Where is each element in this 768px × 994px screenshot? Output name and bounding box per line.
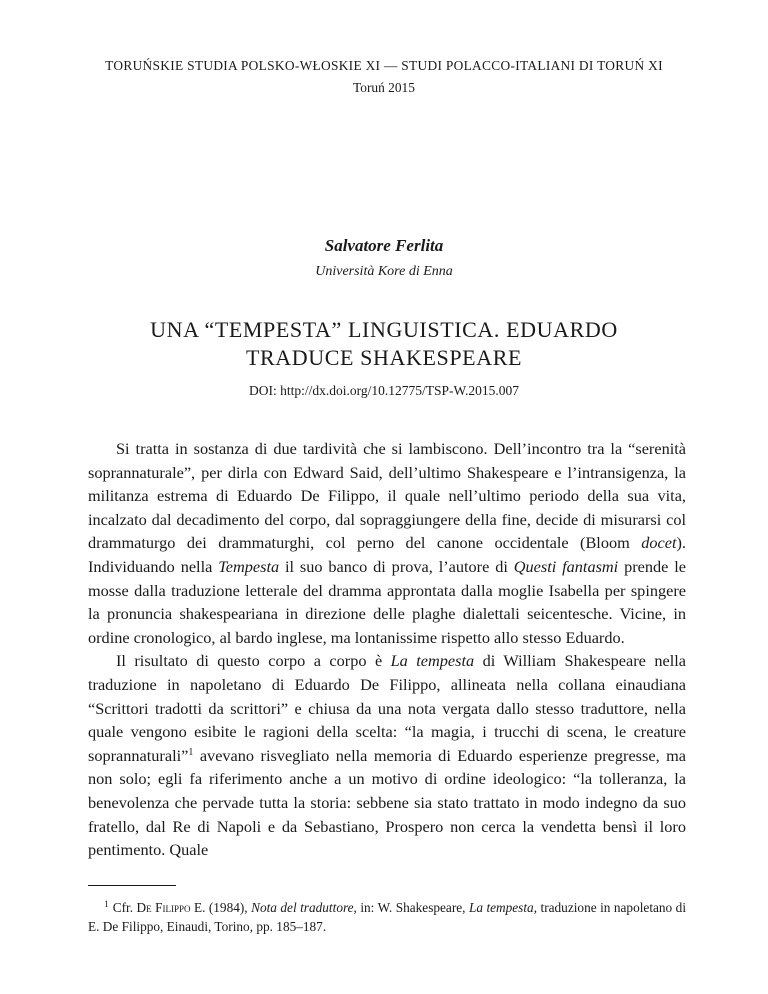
journal-series-header: TORUŃSKIE STUDIA POLSKO-WŁOSKIE XI — STUDI POLACCO-ITALIANI DI TORUŃ XI (105, 58, 663, 73)
footnote-divider (88, 885, 176, 886)
paragraph-2-text-1: Il risultato di questo corpo a corpo è (116, 651, 391, 671)
footnote-text-1: Cfr. (112, 900, 137, 915)
paragraph-1-italic-2: Tempesta (218, 556, 280, 576)
paragraph-1-italic-1: docet (641, 533, 677, 553)
paragraph-2-text-2: di William Shakespeare nella traduzione in napoletano di Eduardo De Filippo, allineata nella collana einaudiana “Scrittori tradotti da scrittori” e chiusa da una nota vergata dallo stesso traduttore, nella quale vengono esibite le ragioni della scelta: “la magia, i trucchi di scena, le creature soprannaturali” (88, 651, 686, 765)
paragraph-2 (88, 649, 686, 861)
paragraph-1-italic-3: Questi fantasmi (513, 556, 619, 576)
author-affiliation: Università Kore di Enna (315, 264, 453, 279)
journal-place-year: Toruń 2015 (353, 80, 415, 95)
paragraph-1-text-1: Si tratta in sostanza di due tardività che si lambiscono. Dell’incontro tra la “serenità soprannaturale”, per dirla con Edward Said, dell’ultimo Shakespeare e l’intransigenza, la militanza estrema di Eduardo De Filippo, il quale nell’ultimo periodo della sua vita, incalzato dal decadimento del corpo, dal sopraggiungere della fine, decide di misurarsi col drammaturgo dei drammaturghi, col perno del canone occidentale (Bloom (88, 439, 686, 553)
footnote-italic-1: Nota del traduttore (251, 900, 354, 915)
paragraph-1-text-3: il suo banco di prova, l’autore di (279, 556, 514, 576)
footnote-text-2: E. (1984), (190, 900, 252, 915)
footnote-text-4: , traduzione in napoletano di E. De Filippo, Einaudi, Torino, pp. 185–187. (88, 900, 687, 934)
article-author: Salvatore Ferlita (324, 236, 444, 255)
article-title-line-1: UNA “TEMPESTA” LINGUISTICA. EDUARDO (150, 317, 618, 342)
footnote-text-3: , in: W. Shakespeare, (353, 900, 469, 915)
footnote-italic-2: La tempesta (468, 900, 534, 915)
footnote-number: 1 (104, 900, 109, 910)
article-body (88, 437, 686, 862)
article-title (0, 316, 768, 372)
paragraph-1-text-2: ). Individuando nella (88, 533, 686, 576)
article-title-line-2: TRADUCE SHAKESPEARE (245, 345, 523, 370)
paragraph-2-text-3: avevano risvegliato nella memoria di Eduardo esperienze pregresse, ma non solo; egli fa riferimento anche a un motivo di ordine ideologico: “la tolleranza, la benevolenza che pervade tutta la storia: sebbene sia stato trattato in modo indegno da suo fratello, dal Re di Napoli e da Sebastiano, Prospero non cerca la vendetta bensì il loro pentimento. Quale (88, 745, 686, 860)
footnote-author-smallcaps: De Filippo (136, 900, 191, 915)
paragraph-2-italic-1: La tempesta (390, 651, 475, 671)
footnote-reference[interactable]: 1 (188, 746, 194, 758)
paragraph-1-text-4: prende le mosse dalla traduzione letterale del dramma approntata dalla moglie Isabella per spingere la pronuncia shakespeariana in direzione delle plaghe dialettali seicentesche. Vicine, in ordine cronologico, al bardo inglese, ma lontanissime rispetto allo stesso Eduardo. (88, 556, 686, 647)
article-doi: DOI: http://dx.doi.org/10.12775/TSP-W.2015.007 (248, 383, 519, 398)
paragraph-1 (88, 437, 686, 649)
footnote (88, 898, 686, 936)
